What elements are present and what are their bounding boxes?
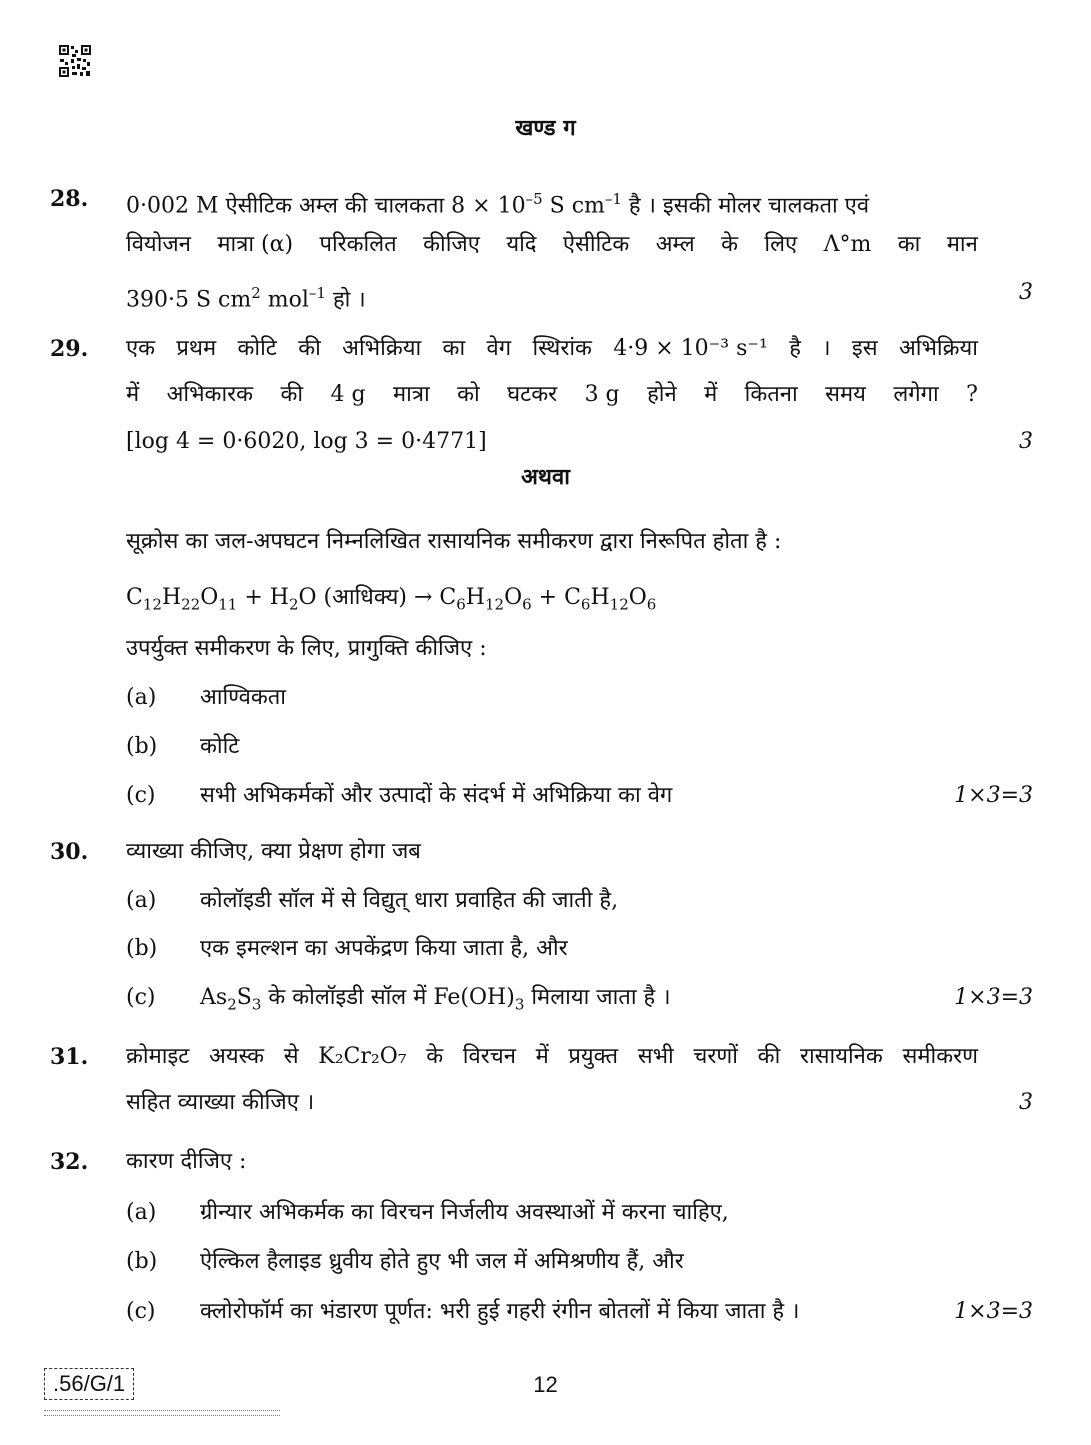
rate-constant: 4·9 × 10⁻³ s⁻¹ [613, 336, 768, 361]
section-title: खण्ड ग [515, 115, 576, 141]
option-label: (c) [126, 985, 156, 1010]
option-text: आण्विकता [200, 685, 286, 710]
eq-part: C [439, 585, 457, 610]
question-number: 30. [50, 839, 89, 865]
word: चरणों [693, 1044, 738, 1069]
subscript: 6 [580, 595, 591, 614]
word: के [721, 232, 738, 257]
word: कीजिए [423, 232, 480, 257]
word: वेग [486, 336, 512, 361]
chemical-equation [126, 583, 656, 619]
marks: 3 [1019, 1090, 1033, 1115]
word: होने [647, 382, 677, 407]
option-text: एक इमल्शन का अपकेंद्रण किया जाता है, और [200, 936, 568, 961]
word: की [757, 1044, 781, 1069]
text-segment: है । इसकी मोलर चालकता एवं [621, 193, 870, 219]
word: ? [966, 382, 978, 407]
word: घटकर [507, 382, 558, 407]
word: इस [851, 336, 878, 361]
word: यदि [506, 232, 537, 257]
word: में [704, 382, 718, 407]
eq-part: H [269, 585, 289, 610]
word: अयस्क [209, 1044, 265, 1069]
marks: 1×3=3 [954, 985, 1033, 1010]
word: में [126, 382, 140, 407]
question-text-line [126, 278, 366, 315]
option-text: क्लोरोफॉर्म का भंडारण पूर्णत: भरी हुई गहरी रंगीन बोतलों में किया जाता है । [200, 1299, 800, 1324]
option-label: (c) [126, 783, 156, 808]
word: परिकलित [319, 232, 397, 257]
subscript: 12 [484, 595, 505, 614]
log-values: [log 4 = 0·6020, log 3 = 0·4771] [126, 429, 487, 454]
eq-part: H [590, 585, 610, 610]
eq-part: O [628, 585, 647, 610]
option-text [200, 983, 671, 1019]
word: कोटि [237, 336, 277, 361]
text-segment: S cm [542, 193, 605, 219]
superscript: 2 [251, 284, 261, 302]
subscript: 12 [609, 595, 629, 614]
word: मात्रा (α) [217, 232, 294, 257]
word: के [426, 1044, 444, 1069]
eq-part: H [465, 585, 485, 610]
eq-part: O [200, 585, 219, 610]
eq-part: C [564, 585, 581, 610]
word: मान [946, 232, 978, 257]
question-text-line [126, 230, 978, 260]
eq-part: O (आधिक्य) [298, 585, 407, 610]
page-number: 12 [533, 1372, 558, 1397]
eq-part: H [161, 585, 182, 610]
superscript: –1 [604, 190, 622, 208]
word: प्रयुक्त [568, 1044, 619, 1069]
word: । [822, 336, 831, 361]
word: लिए [764, 232, 798, 257]
marks: 3 [1019, 280, 1033, 305]
question-number: 29. [50, 336, 89, 362]
text-segment: हो । [325, 287, 366, 313]
word: को [457, 382, 480, 407]
superscript: –1 [308, 284, 326, 302]
word: 3 g [584, 382, 620, 407]
question-number: 32. [50, 1149, 89, 1175]
word: में [535, 1044, 549, 1069]
text-segment: S [236, 985, 252, 1010]
word: अभिक्रिया [342, 336, 422, 361]
or-label: अथवा [521, 464, 570, 490]
word: समीकरण [902, 1044, 978, 1069]
word: का [897, 232, 921, 257]
subscript: 22 [181, 595, 201, 614]
text-segment: 390·5 S cm [126, 287, 252, 313]
chemical-formula: K₂Cr₂O₇ [318, 1044, 407, 1069]
subscript: 6 [456, 595, 466, 614]
paper-code: .56/G/1 [44, 1368, 134, 1400]
text-segment: 0·002 M ऐसीटिक अम्ल की चालकता 8 × 10 [126, 193, 526, 219]
word: अभिकारक [166, 382, 254, 407]
word: सभी [637, 1044, 674, 1069]
eq-plus: + [237, 585, 270, 610]
option-text: कोटि [200, 734, 240, 759]
word: स्थिरांक [532, 336, 592, 361]
subscript: 3 [514, 995, 525, 1014]
word: ऐसीटिक [562, 232, 630, 257]
subscript: 2 [227, 995, 237, 1014]
marks: 1×3=3 [954, 783, 1033, 808]
marks: 3 [1019, 429, 1033, 454]
subscript: 11 [218, 595, 238, 614]
text-segment: mol [260, 287, 309, 313]
word: वियोजन [126, 232, 191, 257]
subscript: 6 [522, 595, 532, 614]
option-text: कोलॉइडी सॉल में से विद्युत् धारा प्रवाहित की जाती है, [200, 888, 619, 913]
question-intro: व्याख्या कीजिए, क्या प्रेक्षण होगा जब [126, 839, 421, 864]
word: का [442, 336, 466, 361]
question-number: 31. [50, 1044, 89, 1070]
subscript: 6 [646, 595, 657, 614]
text-segment: मिलाया जाता है । [524, 985, 671, 1010]
option-label: (b) [126, 936, 158, 961]
option-label: (a) [126, 1200, 157, 1225]
eq-part: C [126, 585, 143, 610]
marks: 1×3=3 [954, 1299, 1033, 1324]
question-text-line [126, 334, 978, 364]
question-text-line: सहित व्याख्या कीजिए । [126, 1090, 315, 1115]
subscript: 2 [288, 595, 299, 614]
text-segment: As [200, 985, 228, 1010]
question-text-line [126, 380, 978, 410]
word: की [298, 336, 321, 361]
option-label: (c) [126, 1299, 156, 1324]
footer-divider [44, 1410, 280, 1416]
word: प्रथम [176, 336, 217, 361]
question-intro: कारण दीजिए : [126, 1149, 247, 1174]
word: 4 g [330, 382, 366, 407]
subscript: 12 [142, 595, 162, 614]
qr-code-icon [58, 44, 92, 78]
word: कितना [744, 382, 798, 407]
option-label: (b) [126, 734, 158, 759]
word: लगेगा [893, 382, 939, 407]
word: क्रोमाइट [126, 1044, 190, 1069]
text-segment: के कोलॉइडी सॉल में Fe(OH) [261, 985, 515, 1010]
option-text: ग्रीन्यार अभिकर्मक का विरचन निर्जलीय अवस्थाओं में करना चाहिए, [200, 1200, 729, 1225]
word: एक [126, 336, 156, 361]
eq-part: O [504, 585, 523, 610]
option-label: (a) [126, 888, 157, 913]
word: समय [825, 382, 866, 407]
word: रासायनिक [799, 1044, 883, 1069]
question-number: 28. [50, 186, 89, 212]
symbol-lambda: Λ°m [823, 232, 872, 257]
option-label: (a) [126, 685, 157, 710]
word: की [280, 382, 304, 407]
question-text-line [126, 1042, 978, 1072]
word: विरचन [462, 1044, 516, 1069]
question-text-line [126, 184, 869, 221]
word: है [789, 336, 801, 361]
option-text: सभी अभिकर्मकों और उत्पादों के संदर्भ में अभिक्रिया का वेग [200, 783, 673, 808]
word: मात्रा [393, 382, 430, 407]
alternative-intro: सूक्रोस का जल-अपघटन निम्नलिखित रासायनिक समीकरण द्वारा निरूपित होता है : [126, 529, 782, 554]
eq-arrow: → [406, 585, 440, 610]
word: अभिक्रिया [898, 336, 978, 361]
subscript: 3 [251, 995, 262, 1014]
word: अम्ल [655, 232, 695, 257]
alternative-prompt: उपर्युक्त समीकरण के लिए, प्रागुक्ति कीजिए : [126, 636, 487, 661]
superscript: –5 [525, 190, 543, 208]
option-text: ऐल्किल हैलाइड ध्रुवीय होते हुए भी जल में अमिश्रणीय हैं, और [200, 1249, 684, 1274]
eq-plus: + [531, 585, 565, 610]
option-label: (b) [126, 1249, 158, 1274]
word: से [283, 1044, 299, 1069]
